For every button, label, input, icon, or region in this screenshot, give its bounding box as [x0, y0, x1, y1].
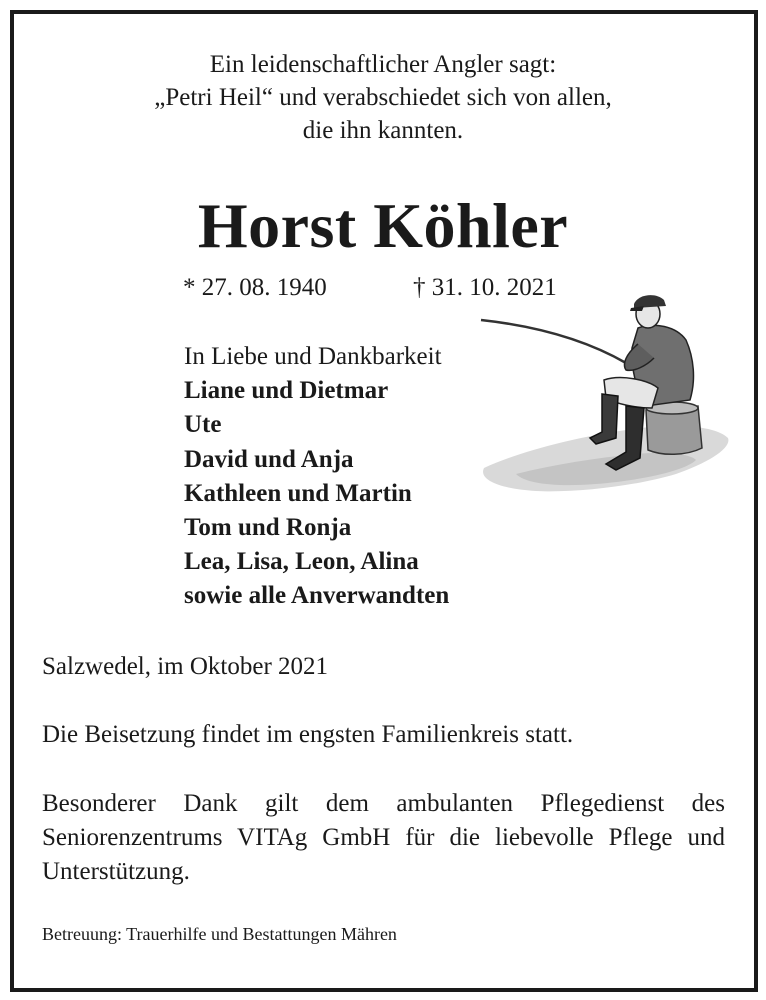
family-member: Kathleen und Martin [184, 479, 412, 507]
death-date: † 31. 10. 2021 [413, 274, 557, 301]
intro-line: Ein leidenschaftlicher Angler sagt: [209, 51, 557, 78]
birth-date: * 27. 08. 1940 [183, 274, 327, 301]
footer-credit: Betreuung: Trauerhilfe und Bestattungen Mähren [42, 924, 397, 944]
family-member: Tom und Ronja [184, 514, 352, 542]
funeral-note: Die Beisetzung findet im engsten Familienkreis statt. [42, 721, 574, 748]
intro-line: die ihn kannten. [302, 117, 464, 144]
family-lead: In Liebe und Dankbarkeit [184, 343, 442, 370]
family-member: Liane und Dietmar [184, 377, 389, 405]
thanks-note: Besonderer Dank gilt dem ambulanten Pflegedienst des Seniorenzentrums VITAg GmbH für die liebevolle Pflege und Unterstützung. [42, 790, 725, 885]
intro-line: „Petri Heil“ und verabschiedet sich von allen, [154, 84, 612, 111]
family-member: David und Anja [184, 445, 354, 473]
family-member: sowie alle Anverwandten [184, 582, 450, 610]
family-list [184, 340, 449, 614]
family-member: Ute [184, 411, 222, 439]
place-date: Salzwedel, im Oktober 2021 [42, 653, 329, 680]
family-member: Lea, Lisa, Leon, Alina [184, 548, 419, 576]
fisherman-illustration [476, 288, 734, 503]
intro-text [0, 48, 766, 147]
deceased-name: Horst Köhler [197, 190, 569, 261]
